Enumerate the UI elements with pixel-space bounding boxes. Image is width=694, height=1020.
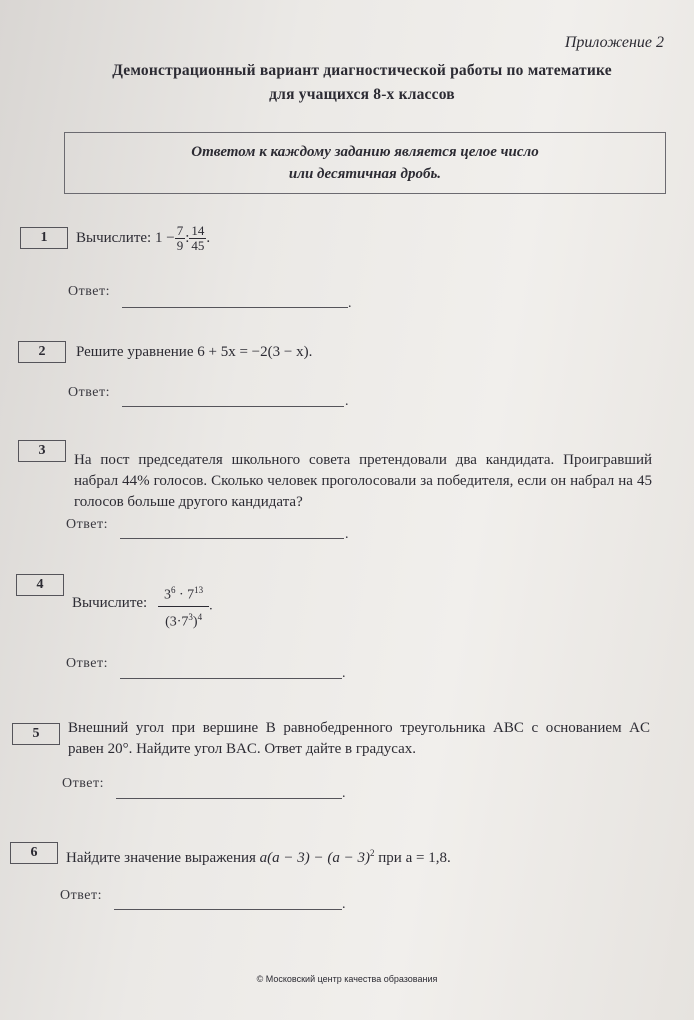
instruction-box [64,132,666,194]
answer-label: Ответ: [62,776,104,791]
fraction-denominator: 9 [176,238,184,253]
answer-line-2[interactable] [122,390,344,407]
answer-line-1[interactable] [122,291,348,308]
task-3-text: На пост председателя школьного совета претендовали два кандидата. Проигравший набрал 44% голосов. Сколько человек проголосовали за победителя, если он набрал на 45 голосов больше другого кандидата? [74,452,652,510]
exponent: 4 [197,611,203,622]
task-6-prompt: Найдите значение выражения [66,850,256,866]
task-1-lead: 1 − [154,229,175,246]
task-4-prompt: Вычислите: [72,595,148,611]
task-number-box: 2 [18,341,66,363]
answer-dot: . [348,296,352,311]
exponent: 6 [171,585,176,595]
task-6-expression: a(a − 3) − (a − 3) [259,850,371,866]
fraction-numerator: 7 [176,223,184,238]
task-6-tail: при a = 1,8. [378,850,451,866]
fraction-numerator: $3^6 \cdot 7^{13}$ [158,580,209,607]
task-5-text: Внешний угол при вершине B равнобедренного треугольника ABC с основанием AC равен 20°. Найдите угол BAC. Ответ дайте в градусах. [68,720,650,757]
task-1-end: . [206,229,211,246]
task-number-box: 4 [16,574,64,596]
denominator-inner: 3·7 [169,614,189,630]
answer-line-3[interactable] [120,522,344,539]
base-3: 3 [164,587,171,603]
task-1-text [76,224,210,253]
fraction-denominator: 45 [191,238,205,253]
answer-dot: . [342,666,346,681]
task-number-box: 3 [18,440,66,462]
task-1-fraction-2 [189,224,206,253]
answer-label: Ответ: [60,888,102,903]
answer-line-5[interactable] [116,782,342,799]
footer-copyright: © Московский центр качества образования [256,974,438,984]
answer-dot: . [342,786,346,801]
task-4-fraction [158,580,213,632]
task-1-fraction-1 [175,224,186,253]
fraction-numerator: 14 [191,223,205,238]
task-4-end: . [209,598,213,614]
task-6-text [66,842,451,869]
page-title-line2: для учащихся 8-х классов [269,86,455,103]
answer-dot: . [342,897,346,912]
task-number-box: 1 [20,227,68,249]
answer-label: Ответ: [68,284,110,299]
task-6-exponent: 2 [370,848,375,858]
appendix-label: Приложение 2 [564,34,664,51]
answer-label: Ответ: [66,656,108,671]
task-1-prompt: Вычислите: [76,229,152,246]
base-7: 7 [187,587,195,603]
exponent: 13 [194,585,204,595]
page-title-line1: Демонстрационный вариант диагностической работы по математике [112,62,612,79]
fraction-denominator: $(3\cdot 7^3)^4$ [165,611,203,630]
task-2-prompt: Решите уравнение [76,344,194,360]
task-2-equation: 6 + 5x = −2(3 − x). [197,344,313,360]
instruction-line1: Ответом к каждому заданию является целое число [191,144,539,160]
exponent: 3 [188,611,193,622]
answer-dot: . [345,394,349,409]
answer-label: Ответ: [66,517,108,532]
task-number-box: 5 [12,723,60,745]
answer-dot: . [345,527,349,542]
answer-line-4[interactable] [120,662,342,679]
answer-label: Ответ: [68,385,110,400]
instruction-line2: или десятичная дробь. [288,166,442,182]
task-1-colon: : [185,229,190,246]
task-2-text [76,341,312,363]
task-number-box: 6 [10,842,58,864]
answer-line-6[interactable] [114,893,342,910]
task-4-fraction-body [158,580,209,632]
